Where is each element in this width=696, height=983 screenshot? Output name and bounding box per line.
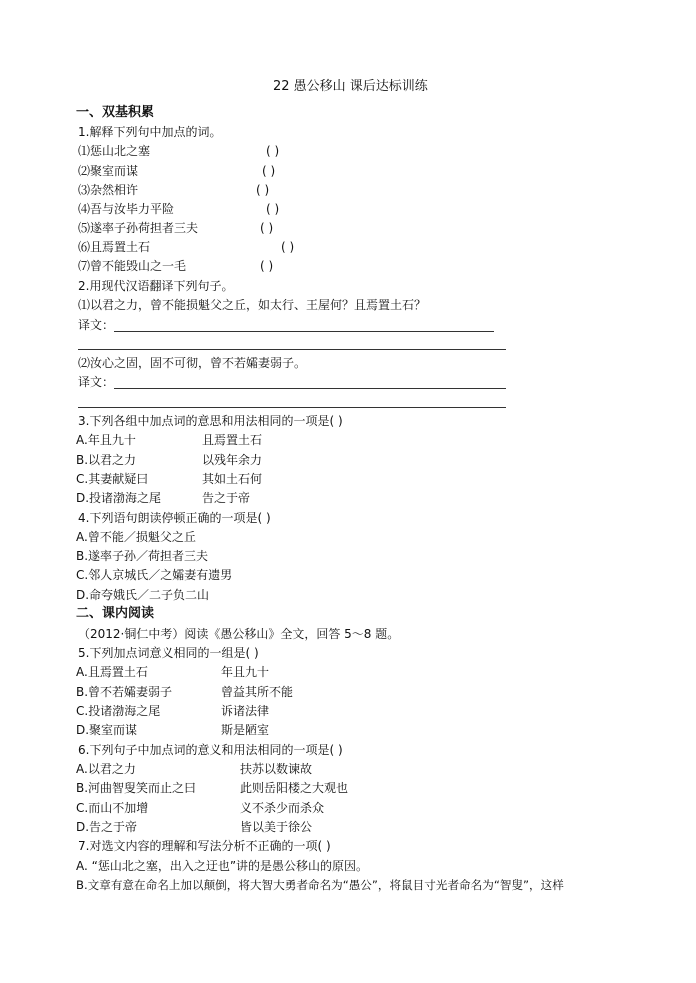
q5-option-b: 年且九十 [221,665,270,679]
q6-stem: 6.下列句子中加点词的意义和用法相同的一项是( ) [78,743,343,757]
q1-item: ⑸遂率子孙荷担者三夫 [78,221,199,235]
q1-blank[interactable]: ( ) [281,240,295,254]
q1-blank[interactable]: ( ) [266,144,280,158]
q2-sentence-2: ⑵汝心之固，固不可彻，曾不若孀妻弱子。 [78,356,307,370]
q1-blank[interactable]: ( ) [262,164,276,178]
q4-option: B.遂率子孙／荷担者三夫 [76,549,209,563]
q6-option-b: 义不杀少而杀众 [240,801,325,815]
q6-option-b: 此则岳阳楼之大观也 [240,781,349,795]
q1-item: ⑹且焉置土石 [78,240,151,254]
q3-option-b: 其如土石何 [202,472,263,486]
q4-option: C.邻人京城氏／之孀妻有遗男 [76,568,233,582]
q6-option-a: C.而山不加增 [76,801,149,815]
q1-blank[interactable]: ( ) [266,202,280,216]
q6-option-a: B.河曲智叟笑而止之曰 [76,781,197,795]
q5-option-b: 曾益其所不能 [221,685,294,699]
q1-item: ⑵聚室而谋 [78,164,139,178]
q1-blank[interactable]: ( ) [256,183,270,197]
translation-label: 译文： [78,375,115,389]
q5-option-a: C.投诸渤海之尾 [76,704,161,718]
q5-stem: 5.下列加点词意义相同的一组是( ) [78,646,259,660]
q5-option-a: A.且焉置土石 [76,665,148,679]
q1-item: ⑺曾不能毁山之一毛 [78,259,187,273]
q1-item: ⑶杂然相许 [78,183,139,197]
q7-option: B.文章有意在命名上加以颠倒，将大智大勇者命名为“愚公”，将鼠目寸光者命名为“智叟”，这样 [76,878,564,892]
q5-option-b: 斯是陋室 [221,723,270,737]
q4-stem: 4.下列语句朗读停顿正确的一项是( ) [78,511,271,525]
q4-option: A.曾不能／损魁父之丘 [76,530,196,544]
q1-item: ⑷吾与汝毕力平险 [78,202,175,216]
q2-stem: 2.用现代汉语翻译下列句子。 [78,279,234,293]
answer-line[interactable] [78,407,506,408]
answer-line[interactable] [114,388,506,389]
q7-option: A. “惩山北之塞，出入之迂也”讲的是愚公移山的原因。 [76,859,369,873]
q4-option: D.命夸娥氏／二子负二山 [76,588,210,602]
q5-option-b: 诉诸法律 [221,704,270,718]
reading-intro: （2012·铜仁中考）阅读《愚公移山》全文，回答 5～8 题。 [78,627,400,641]
section-2-heading: 二、课内阅读 [76,606,155,621]
q3-option-b: 以残年余力 [202,453,263,467]
q3-option-a: D.投诸渤海之尾 [76,491,162,505]
q6-option-b: 皆以美于徐公 [240,820,313,834]
answer-line[interactable] [114,331,494,332]
q6-option-a: A.以君之力 [76,762,136,776]
q1-stem: 1.解释下列句中加点的词。 [78,125,222,139]
q6-option-a: D.告之于帝 [76,820,138,834]
q1-item: ⑴惩山北之塞 [78,144,151,158]
q3-option-a: C.其妻献疑曰 [76,472,149,486]
q3-stem: 3.下列各组中加点词的意思和用法相同的一项是( ) [78,414,343,428]
q3-option-a: A.年且九十 [76,433,136,447]
q1-blank[interactable]: ( ) [260,259,274,273]
q7-stem: 7.对选文内容的理解和写法分析不正确的一项( ) [78,839,331,853]
section-1-heading: 一、双基积累 [76,105,155,120]
q3-option-b: 且焉置土石 [202,433,263,447]
translation-label: 译文： [78,318,115,332]
q6-option-b: 扶苏以数谏故 [240,762,313,776]
q5-option-a: D.聚室而谋 [76,723,138,737]
page-title: 22 愚公移山 课后达标训练 [273,79,428,94]
q3-option-a: B.以君之力 [76,453,137,467]
q2-sentence-1: ⑴以君之力，曾不能损魁父之丘，如太行、王屋何？且焉置土石？ [78,298,427,312]
answer-line[interactable] [78,349,506,350]
q1-blank[interactable]: ( ) [260,221,274,235]
q5-option-a: B.曾不若孀妻弱子 [76,685,173,699]
q3-option-b: 告之于帝 [202,491,251,505]
